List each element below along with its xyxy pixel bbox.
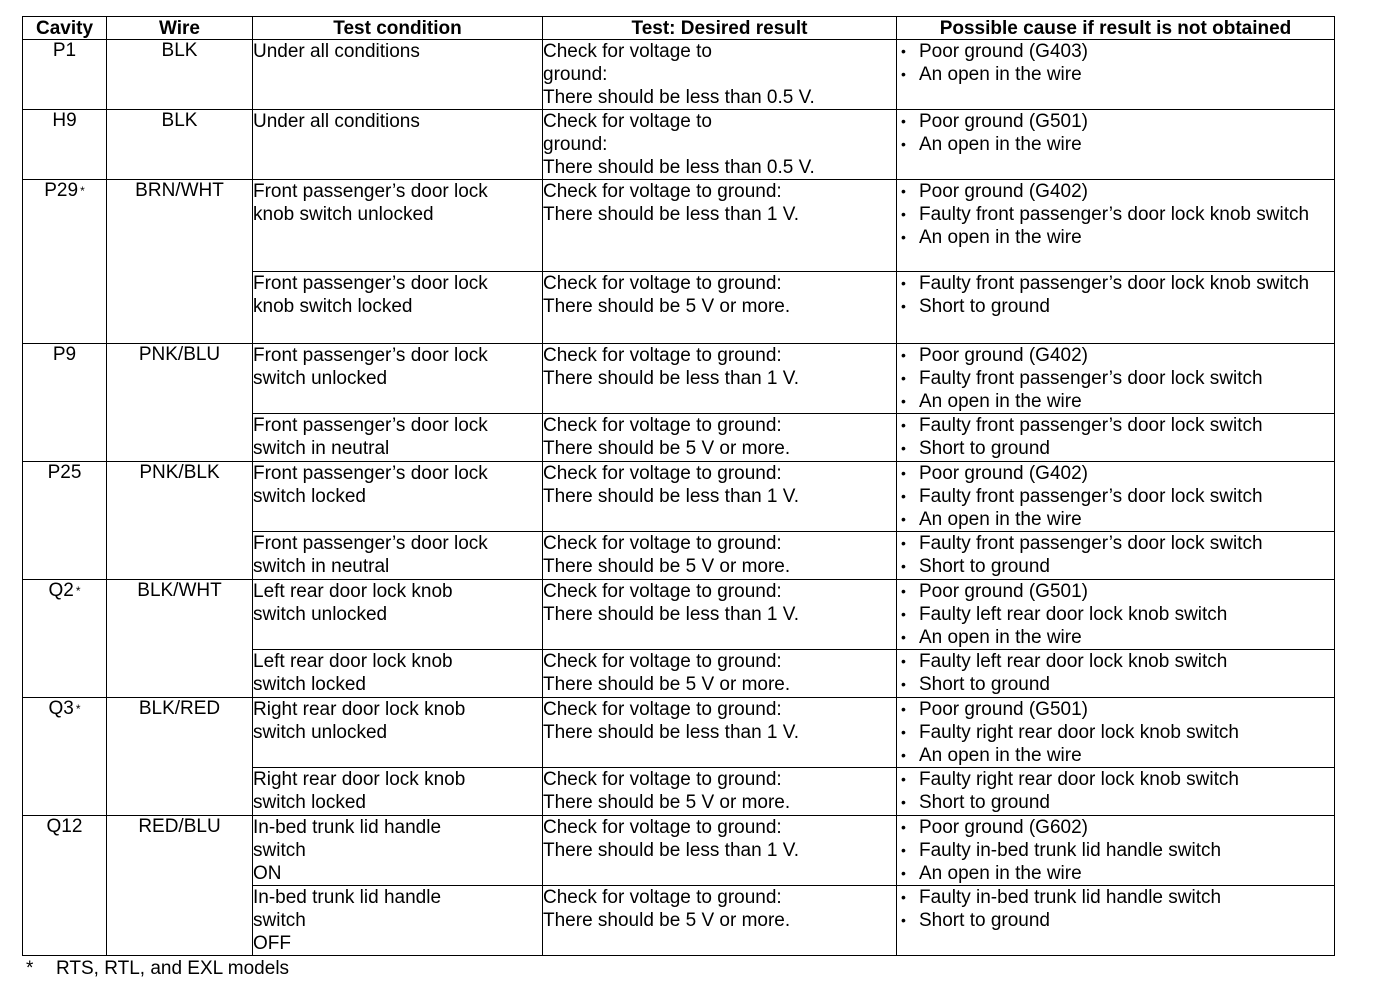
- desired-result-line: Check for voltage to ground:: [543, 581, 782, 602]
- cause-text: An open in the wire: [919, 134, 1082, 155]
- desired-result-line: There should be 5 V or more.: [543, 296, 791, 317]
- wire-cell: PNK/BLU: [107, 344, 253, 462]
- header-possible-cause: Possible cause if result is not obtained: [897, 17, 1335, 40]
- test-condition-line: switch unlocked: [253, 604, 388, 625]
- test-condition-line: OFF: [253, 933, 291, 954]
- test-condition-line: switch locked: [253, 792, 366, 813]
- cause-item: [897, 508, 1334, 531]
- test-condition-line: switch unlocked: [253, 368, 388, 389]
- cause-list: [897, 344, 1334, 413]
- bullet-icon: •: [901, 511, 906, 527]
- bullet-icon: •: [901, 66, 906, 82]
- footnote-text: RTS, RTL, and EXL models: [56, 958, 290, 979]
- test-condition-line: Front passenger’s door lock: [253, 345, 488, 366]
- cause-item: [897, 110, 1334, 133]
- desired-result-cell: [543, 462, 897, 532]
- test-condition-line: knob switch locked: [253, 296, 413, 317]
- wire-cell: BRN/WHT: [107, 180, 253, 344]
- desired-result-cell: [543, 414, 897, 462]
- desired-result-line: There should be 5 V or more.: [543, 792, 791, 813]
- cavity-label: H9: [52, 110, 77, 131]
- cause-item: [897, 886, 1334, 909]
- test-condition-line: Front passenger’s door lock: [253, 463, 488, 484]
- cause-item: [897, 862, 1334, 885]
- cause-text: Faulty left rear door lock knob switch: [919, 651, 1228, 672]
- bullet-icon: •: [901, 113, 906, 129]
- cause-item: [897, 816, 1334, 839]
- bullet-icon: •: [901, 889, 906, 905]
- bullet-icon: •: [901, 676, 906, 692]
- desired-result-line: There should be less than 1 V.: [543, 204, 799, 225]
- test-condition-line: knob switch unlocked: [253, 204, 434, 225]
- bullet-icon: •: [901, 629, 906, 645]
- desired-result-line: There should be 5 V or more.: [543, 910, 791, 931]
- cavity-cell: [23, 698, 107, 816]
- cause-text: Faulty front passenger’s door lock switch: [919, 368, 1263, 389]
- possible-cause-cell: [897, 768, 1335, 816]
- cause-list: [897, 40, 1334, 86]
- desired-result-cell: [543, 110, 897, 180]
- bullet-icon: •: [901, 606, 906, 622]
- test-condition-cell: [253, 344, 543, 414]
- cause-item: [897, 580, 1334, 603]
- possible-cause-cell: [897, 698, 1335, 768]
- bullet-icon: •: [901, 865, 906, 881]
- desired-result-line: Check for voltage to ground:: [543, 769, 782, 790]
- cause-text: An open in the wire: [919, 64, 1082, 85]
- test-condition-cell: [253, 698, 543, 768]
- footnote-mark: *: [26, 958, 34, 979]
- cause-text: Short to ground: [919, 438, 1050, 459]
- desired-result-line: There should be 5 V or more.: [543, 674, 791, 695]
- cause-text: Short to ground: [919, 296, 1050, 317]
- bullet-icon: •: [901, 417, 906, 433]
- cavity-label: P9: [52, 344, 77, 365]
- cause-text: Poor ground (G501): [919, 111, 1088, 132]
- cause-text: Faulty left rear door lock knob switch: [919, 604, 1228, 625]
- cause-item: [897, 532, 1334, 555]
- cause-item: [897, 133, 1334, 156]
- desired-result-cell: [543, 580, 897, 650]
- desired-result-line: Check for voltage to: [543, 111, 712, 132]
- bullet-icon: •: [901, 771, 906, 787]
- cause-item: [897, 272, 1334, 295]
- footnote-asterisk: *: [75, 702, 81, 716]
- test-condition-cell: [253, 768, 543, 816]
- test-condition-line: Front passenger’s door lock: [253, 415, 488, 436]
- bullet-icon: •: [901, 747, 906, 763]
- cause-text: Faulty front passenger’s door lock switch: [919, 486, 1263, 507]
- desired-result-line: There should be less than 1 V.: [543, 722, 799, 743]
- desired-result-cell: [543, 698, 897, 768]
- bullet-icon: •: [901, 583, 906, 599]
- bullet-icon: •: [901, 393, 906, 409]
- cause-item: [897, 650, 1334, 673]
- desired-result-line: Check for voltage to ground:: [543, 887, 782, 908]
- cavity-label: Q12: [46, 816, 83, 837]
- desired-result-line: Check for voltage to ground:: [543, 817, 782, 838]
- cause-item: [897, 344, 1334, 367]
- desired-result-line: Check for voltage to ground:: [543, 181, 782, 202]
- cause-item: [897, 791, 1334, 814]
- cause-item: [897, 673, 1334, 696]
- cause-text: Short to ground: [919, 792, 1050, 813]
- cavity-cell: [23, 110, 107, 180]
- cause-text: Poor ground (G501): [919, 699, 1088, 720]
- test-condition-line: Front passenger’s door lock: [253, 181, 488, 202]
- cause-text: Poor ground (G402): [919, 463, 1088, 484]
- desired-result-cell: [543, 344, 897, 414]
- test-condition-line: Left rear door lock knob: [253, 651, 453, 672]
- possible-cause-cell: [897, 580, 1335, 650]
- desired-result-cell: [543, 650, 897, 698]
- possible-cause-cell: [897, 414, 1335, 462]
- desired-result-line: Check for voltage to ground:: [543, 533, 782, 554]
- bullet-icon: •: [901, 912, 906, 928]
- footnote: [26, 958, 289, 980]
- wire-cell: BLK/RED: [107, 698, 253, 816]
- test-condition-cell: [253, 532, 543, 580]
- cause-item: [897, 909, 1334, 932]
- cause-item: [897, 555, 1334, 578]
- cause-text: Faulty front passenger’s door lock switch: [919, 533, 1263, 554]
- cause-text: An open in the wire: [919, 863, 1082, 884]
- desired-result-line: Check for voltage to ground:: [543, 415, 782, 436]
- test-condition-line: Left rear door lock knob: [253, 581, 453, 602]
- table-row: [23, 344, 1335, 414]
- footnote-asterisk: *: [80, 184, 85, 198]
- bullet-icon: •: [901, 701, 906, 717]
- cause-item: [897, 603, 1334, 626]
- cause-item: [897, 768, 1334, 791]
- bullet-icon: •: [901, 535, 906, 551]
- table-row: [23, 40, 1335, 110]
- desired-result-line: Check for voltage to ground:: [543, 699, 782, 720]
- bullet-icon: •: [901, 229, 906, 245]
- desired-result-line: There should be less than 0.5 V.: [543, 87, 815, 108]
- bullet-icon: •: [901, 370, 906, 386]
- cause-item: [897, 414, 1334, 437]
- wire-cell: BLK/WHT: [107, 580, 253, 698]
- bullet-icon: •: [901, 465, 906, 481]
- cause-text: Short to ground: [919, 910, 1050, 931]
- cause-item: [897, 744, 1334, 767]
- cavity-cell: [23, 462, 107, 580]
- cause-item: [897, 367, 1334, 390]
- wire-cell: BLK: [107, 110, 253, 180]
- header-test-condition: Test condition: [253, 17, 543, 40]
- cause-item: [897, 698, 1334, 721]
- test-condition-cell: [253, 40, 543, 110]
- bullet-icon: •: [901, 488, 906, 504]
- desired-result-line: There should be less than 1 V.: [543, 368, 799, 389]
- wire-cell: PNK/BLK: [107, 462, 253, 580]
- test-condition-cell: [253, 414, 543, 462]
- desired-result-line: Check for voltage to ground:: [543, 345, 782, 366]
- cause-text: Faulty front passenger’s door lock knob switch: [919, 204, 1310, 225]
- cause-text: Short to ground: [919, 674, 1050, 695]
- cause-text: An open in the wire: [919, 509, 1082, 530]
- test-condition-line: Under all conditions: [253, 41, 420, 62]
- possible-cause-cell: [897, 272, 1335, 344]
- desired-result-line: There should be less than 1 V.: [543, 840, 799, 861]
- cause-text: An open in the wire: [919, 391, 1082, 412]
- cause-item: [897, 40, 1334, 63]
- desired-result-line: Check for voltage to ground:: [543, 651, 782, 672]
- test-condition-cell: [253, 110, 543, 180]
- cause-text: Poor ground (G602): [919, 817, 1088, 838]
- desired-result-line: There should be less than 1 V.: [543, 604, 799, 625]
- desired-result-cell: [543, 816, 897, 886]
- bullet-icon: •: [901, 298, 906, 314]
- desired-result-line: Check for voltage to ground:: [543, 273, 782, 294]
- desired-result-cell: [543, 272, 897, 344]
- desired-result-line: There should be less than 0.5 V.: [543, 157, 815, 178]
- desired-result-cell: [543, 886, 897, 956]
- bullet-icon: •: [901, 43, 906, 59]
- desired-result-cell: [543, 768, 897, 816]
- test-condition-line: Right rear door lock knob: [253, 769, 466, 790]
- header-desired-result: Test: Desired result: [543, 17, 897, 40]
- cause-list: [897, 180, 1334, 249]
- cause-item: [897, 390, 1334, 413]
- test-condition-line: Right rear door lock knob: [253, 699, 466, 720]
- cause-item: [897, 485, 1334, 508]
- cause-list: [897, 532, 1334, 578]
- test-condition-cell: [253, 462, 543, 532]
- test-condition-line: ON: [253, 863, 282, 884]
- table-row: [23, 580, 1335, 650]
- cause-text: Poor ground (G402): [919, 181, 1088, 202]
- connector-test-table: [22, 16, 1335, 956]
- desired-result-line: There should be 5 V or more.: [543, 556, 791, 577]
- cause-text: Poor ground (G501): [919, 581, 1088, 602]
- bullet-icon: •: [901, 819, 906, 835]
- cause-item: [897, 203, 1334, 226]
- cause-item: [897, 437, 1334, 460]
- cause-item: [897, 721, 1334, 744]
- possible-cause-cell: [897, 462, 1335, 532]
- cause-item: [897, 295, 1334, 318]
- test-condition-line: switch: [253, 840, 306, 861]
- wire-cell: RED/BLU: [107, 816, 253, 956]
- cause-text: An open in the wire: [919, 745, 1082, 766]
- bullet-icon: •: [901, 653, 906, 669]
- cavity-label: P1: [52, 40, 77, 61]
- cause-text: Poor ground (G403): [919, 41, 1088, 62]
- cause-item: [897, 180, 1334, 203]
- possible-cause-cell: [897, 886, 1335, 956]
- desired-result-line: There should be 5 V or more.: [543, 438, 791, 459]
- cause-item: [897, 63, 1334, 86]
- cause-text: Poor ground (G402): [919, 345, 1088, 366]
- test-condition-line: switch in neutral: [253, 556, 390, 577]
- bullet-icon: •: [901, 724, 906, 740]
- bullet-icon: •: [901, 842, 906, 858]
- bullet-icon: •: [901, 136, 906, 152]
- bullet-icon: •: [901, 558, 906, 574]
- possible-cause-cell: [897, 344, 1335, 414]
- test-condition-line: Front passenger’s door lock: [253, 533, 488, 554]
- table-row: [23, 816, 1335, 886]
- test-condition-cell: [253, 650, 543, 698]
- cause-text: Faulty front passenger’s door lock knob switch: [919, 273, 1310, 294]
- desired-result-line: Check for voltage to ground:: [543, 463, 782, 484]
- header-cavity: Cavity: [23, 17, 107, 40]
- test-condition-cell: [253, 816, 543, 886]
- bullet-icon: •: [901, 440, 906, 456]
- test-condition-cell: [253, 580, 543, 650]
- cavity-cell: [23, 180, 107, 344]
- desired-result-cell: [543, 532, 897, 580]
- cause-item: [897, 839, 1334, 862]
- header-row: [23, 17, 1335, 40]
- cause-list: [897, 414, 1334, 460]
- table-row: [23, 180, 1335, 272]
- desired-result-line: ground:: [543, 64, 608, 85]
- cause-text: An open in the wire: [919, 227, 1082, 248]
- table-row: [23, 698, 1335, 768]
- bullet-icon: •: [901, 206, 906, 222]
- cause-text: Faulty front passenger’s door lock switch: [919, 415, 1263, 436]
- desired-result-line: Check for voltage to: [543, 41, 712, 62]
- cause-text: Faulty in-bed trunk lid handle switch: [919, 887, 1222, 908]
- cause-text: An open in the wire: [919, 627, 1082, 648]
- desired-result-cell: [543, 40, 897, 110]
- cavity-cell: [23, 580, 107, 698]
- test-condition-line: In-bed trunk lid handle: [253, 887, 442, 908]
- bullet-icon: •: [901, 183, 906, 199]
- cause-list: [897, 462, 1334, 531]
- cause-list: [897, 768, 1334, 814]
- test-condition-cell: [253, 272, 543, 344]
- bullet-icon: •: [901, 794, 906, 810]
- cause-text: Faulty right rear door lock knob switch: [919, 722, 1239, 743]
- test-condition-line: Under all conditions: [253, 111, 420, 132]
- cause-item: [897, 226, 1334, 249]
- cavity-cell: [23, 40, 107, 110]
- possible-cause-cell: [897, 532, 1335, 580]
- wire-cell: BLK: [107, 40, 253, 110]
- desired-result-line: There should be less than 1 V.: [543, 486, 799, 507]
- test-condition-line: switch in neutral: [253, 438, 390, 459]
- cause-text: Faulty right rear door lock knob switch: [919, 769, 1239, 790]
- possible-cause-cell: [897, 650, 1335, 698]
- test-condition-line: In-bed trunk lid handle: [253, 817, 442, 838]
- cavity-label: Q3: [48, 698, 74, 719]
- cause-list: [897, 698, 1334, 767]
- test-condition-cell: [253, 886, 543, 956]
- possible-cause-cell: [897, 180, 1335, 272]
- bullet-icon: •: [901, 347, 906, 363]
- table-row: [23, 110, 1335, 180]
- test-condition-line: Front passenger’s door lock: [253, 273, 488, 294]
- cause-list: [897, 816, 1334, 885]
- cavity-label: P29: [44, 180, 79, 201]
- cavity-label: Q2: [48, 580, 74, 601]
- table-body: [23, 40, 1335, 956]
- cause-item: [897, 462, 1334, 485]
- table-row: [23, 462, 1335, 532]
- cavity-label: P25: [47, 462, 82, 483]
- cause-list: [897, 886, 1334, 932]
- bullet-icon: •: [901, 275, 906, 291]
- test-condition-line: switch unlocked: [253, 722, 388, 743]
- cause-list: [897, 272, 1334, 318]
- cause-text: Short to ground: [919, 556, 1050, 577]
- desired-result-cell: [543, 180, 897, 272]
- possible-cause-cell: [897, 816, 1335, 886]
- cause-item: [897, 626, 1334, 649]
- test-condition-cell: [253, 180, 543, 272]
- cause-list: [897, 580, 1334, 649]
- test-condition-line: switch locked: [253, 486, 366, 507]
- cause-list: [897, 110, 1334, 156]
- possible-cause-cell: [897, 110, 1335, 180]
- test-condition-line: switch: [253, 910, 306, 931]
- desired-result-line: ground:: [543, 134, 608, 155]
- possible-cause-cell: [897, 40, 1335, 110]
- cause-list: [897, 650, 1334, 696]
- footnote-asterisk: *: [75, 584, 81, 598]
- header-wire: Wire: [107, 17, 253, 40]
- test-condition-line: switch locked: [253, 674, 366, 695]
- cavity-cell: [23, 344, 107, 462]
- cause-text: Faulty in-bed trunk lid handle switch: [919, 840, 1222, 861]
- cavity-cell: [23, 816, 107, 956]
